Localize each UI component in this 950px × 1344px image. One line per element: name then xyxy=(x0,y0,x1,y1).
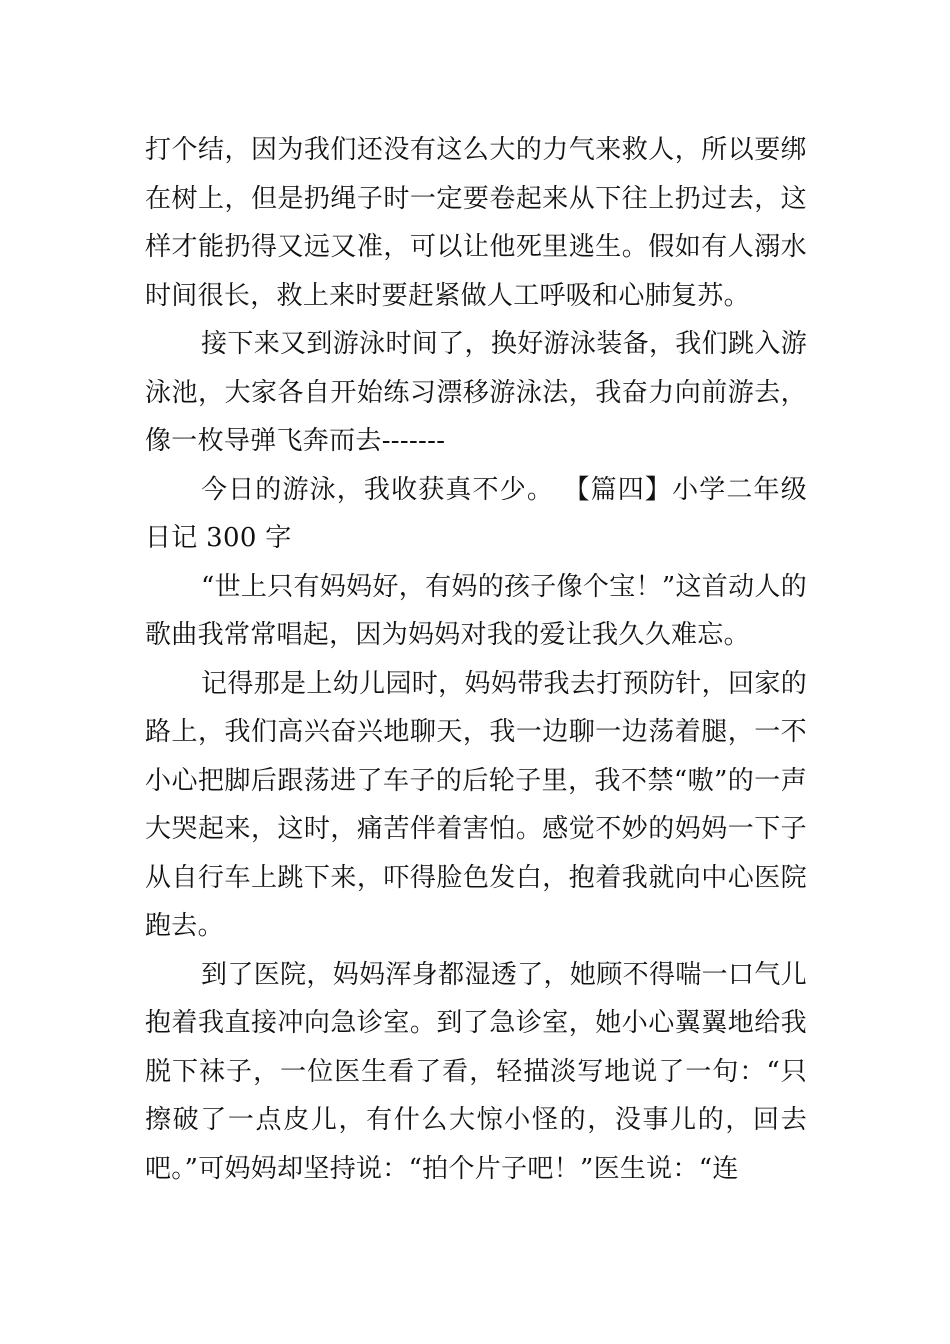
paragraph-6: 到了医院，妈妈浑身都湿透了，她顾不得喘一口气儿抱着我直接冲向急诊室。到了急诊室，她小心翼翼地给我脱下袜子，一位医生看了看，轻描淡写地说了一句：“只擦破了一点皮儿，有什么大惊小怪的，没事儿的，回去吧。”可妈妈却坚持说：“拍个片子吧！”医生说：“连 xyxy=(145,959,807,1184)
paragraph-5: 记得那是上幼儿园时，妈妈带我去打预防针，回家的路上，我们高兴奋兴地聊天，我一边聊一边荡着腿，一不小心把脚后跟荡进了车子的后轮子里，我不禁“嗷”的一声大哭起来，这时，痛苦伴着害怕。感觉不妙的妈妈一下子从自行车上跳下来，吓得脸色发白，抱着我就向中心医院跑去。 xyxy=(145,668,807,941)
paragraph-4: “世上只有妈妈好，有妈的孩子像个宝！”这首动人的歌曲我常常唱起，因为妈妈对我的爱让我久久难忘。 xyxy=(145,571,807,650)
paragraph-2: 接下来又到游泳时间了，换好游泳装备，我们跳入游泳池，大家各自开始练习漂移游泳法，我奋力向前游去，像一枚导弹飞奔而去------- xyxy=(145,329,807,456)
document-body xyxy=(145,126,807,1193)
paragraph-1: 打个结，因为我们还没有这么大的力气来救人，所以要绑在树上，但是扔绳子时一定要卷起来从下往上扔过去，这样才能扔得又远又准，可以让他死里逃生。假如有人溺水时间很长，救上来时要赶紧做人工呼吸和心肺复苏。 xyxy=(145,135,807,311)
paragraph-3: 今日的游泳，我收获真不少。 【篇四】小学二年级日记 300 字 xyxy=(145,474,807,553)
